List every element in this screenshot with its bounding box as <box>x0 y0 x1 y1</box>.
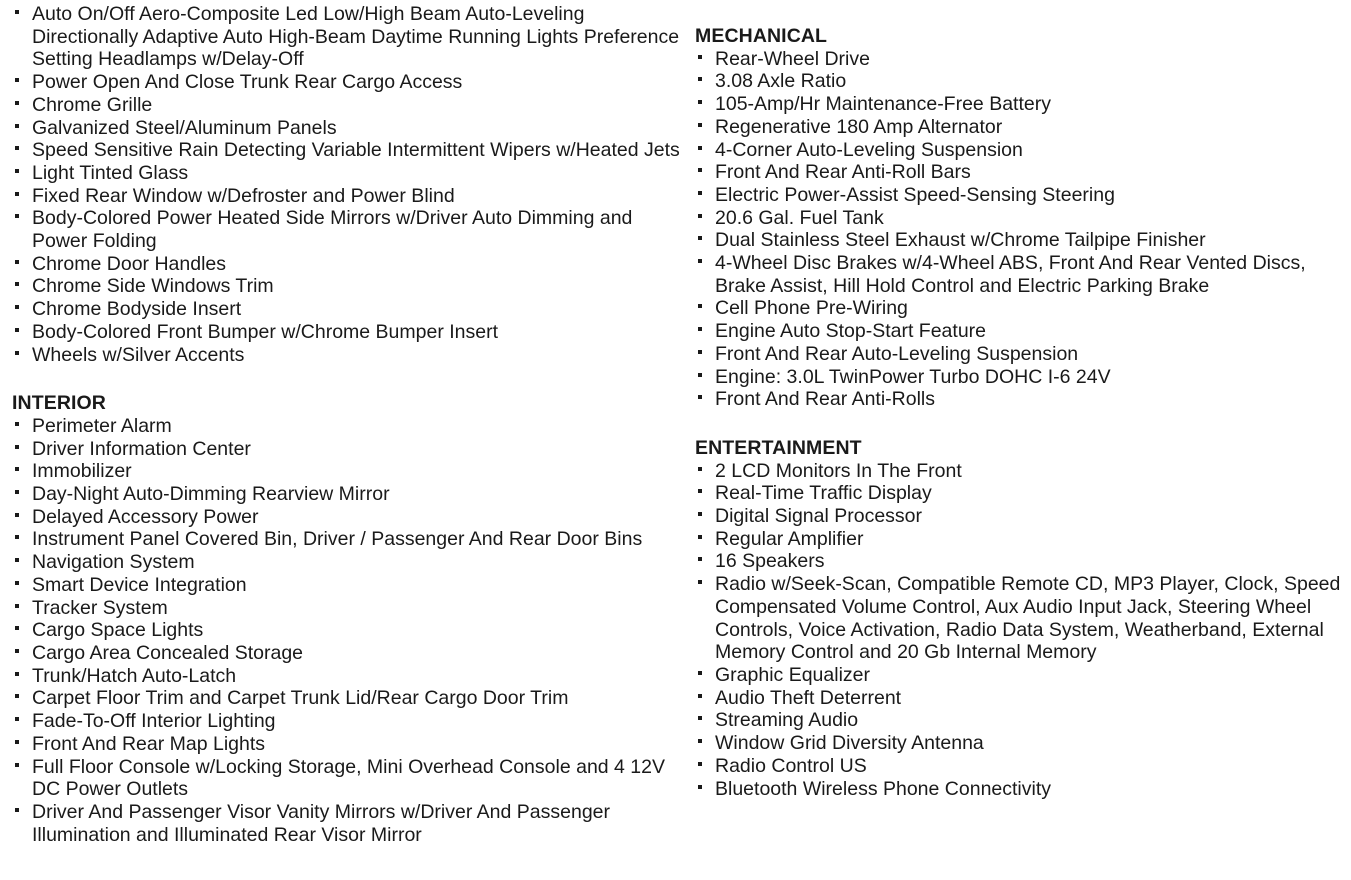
mechanical-list <box>695 48 1345 411</box>
list-item: Driver And Passenger Visor Vanity Mirrors w/Driver And Passenger Illumination and Illuminated Rear Visor Mirror <box>12 801 682 846</box>
list-item: Regular Amplifier <box>695 528 1345 551</box>
list-item: Auto On/Off Aero-Composite Led Low/High Beam Auto-Leveling Directionally Adaptive Auto High-Beam Daytime Running Lights Preference Setting Headlamps w/Delay-Off <box>12 3 682 71</box>
entertainment-list <box>695 460 1345 801</box>
list-item: Smart Device Integration <box>12 574 682 597</box>
list-item: Engine: 3.0L TwinPower Turbo DOHC I-6 24V <box>695 366 1345 389</box>
list-item: 3.08 Axle Ratio <box>695 70 1345 93</box>
exterior-list <box>12 3 682 366</box>
list-item: Chrome Door Handles <box>12 253 682 276</box>
right-column <box>695 25 1345 800</box>
list-item: Perimeter Alarm <box>12 415 682 438</box>
list-item: Immobilizer <box>12 460 682 483</box>
list-item: Power Open And Close Trunk Rear Cargo Access <box>12 71 682 94</box>
section-gap <box>695 411 1345 437</box>
list-item: Instrument Panel Covered Bin, Driver / Passenger And Rear Door Bins <box>12 528 682 551</box>
list-item: 20.6 Gal. Fuel Tank <box>695 207 1345 230</box>
list-item: 2 LCD Monitors In The Front <box>695 460 1345 483</box>
list-item: Driver Information Center <box>12 438 682 461</box>
list-item: Graphic Equalizer <box>695 664 1345 687</box>
list-item: Digital Signal Processor <box>695 505 1345 528</box>
left-column <box>12 3 682 846</box>
list-item: Chrome Bodyside Insert <box>12 298 682 321</box>
section-title-mechanical: MECHANICAL <box>695 25 828 47</box>
list-item: Day-Night Auto-Dimming Rearview Mirror <box>12 483 682 506</box>
list-item: Bluetooth Wireless Phone Connectivity <box>695 778 1345 801</box>
list-item: Chrome Grille <box>12 94 682 117</box>
list-item: Chrome Side Windows Trim <box>12 275 682 298</box>
list-item: Navigation System <box>12 551 682 574</box>
list-item: Front And Rear Auto-Leveling Suspension <box>695 343 1345 366</box>
list-item: Window Grid Diversity Antenna <box>695 732 1345 755</box>
section-title-entertainment: ENTERTAINMENT <box>695 436 862 459</box>
list-item: Cargo Space Lights <box>12 619 682 642</box>
list-item: Wheels w/Silver Accents <box>12 344 682 367</box>
list-item: Front And Rear Anti-Rolls <box>695 388 1345 411</box>
list-item: Dual Stainless Steel Exhaust w/Chrome Tailpipe Finisher <box>695 229 1345 252</box>
list-item: Front And Rear Map Lights <box>12 733 682 756</box>
list-item: 16 Speakers <box>695 550 1345 573</box>
list-item: Real-Time Traffic Display <box>695 482 1345 505</box>
list-item: Full Floor Console w/Locking Storage, Mini Overhead Console and 4 12V DC Power Outlets <box>12 756 682 801</box>
list-item: Carpet Floor Trim and Carpet Trunk Lid/Rear Cargo Door Trim <box>12 687 682 710</box>
list-item: Delayed Accessory Power <box>12 506 682 529</box>
list-item: Fixed Rear Window w/Defroster and Power Blind <box>12 185 682 208</box>
list-item: Fade-To-Off Interior Lighting <box>12 710 682 733</box>
list-item: 105-Amp/Hr Maintenance-Free Battery <box>695 93 1345 116</box>
list-item: Trunk/Hatch Auto-Latch <box>12 665 682 688</box>
list-item: Light Tinted Glass <box>12 162 682 185</box>
interior-list <box>12 415 682 846</box>
list-item: Radio Control US <box>695 755 1345 778</box>
list-item: Electric Power-Assist Speed-Sensing Steering <box>695 184 1345 207</box>
section-title-interior: INTERIOR <box>12 392 106 415</box>
list-item: Cell Phone Pre-Wiring <box>695 297 1345 320</box>
list-item: Galvanized Steel/Aluminum Panels <box>12 117 682 140</box>
list-item: Front And Rear Anti-Roll Bars <box>695 161 1345 184</box>
list-item: Regenerative 180 Amp Alternator <box>695 116 1345 139</box>
list-item: Tracker System <box>12 597 682 620</box>
list-item: 4-Corner Auto-Leveling Suspension <box>695 139 1345 162</box>
list-item: Audio Theft Deterrent <box>695 687 1345 710</box>
list-item: Rear-Wheel Drive <box>695 48 1345 71</box>
list-item: 4-Wheel Disc Brakes w/4-Wheel ABS, Front And Rear Vented Discs, Brake Assist, Hill Hold Control and Electric Parking Brake <box>695 252 1345 297</box>
list-item: Cargo Area Concealed Storage <box>12 642 682 665</box>
list-item: Speed Sensitive Rain Detecting Variable Intermittent Wipers w/Heated Jets <box>12 139 682 162</box>
list-item: Body-Colored Power Heated Side Mirrors w/Driver Auto Dimming and Power Folding <box>12 207 682 252</box>
list-item: Engine Auto Stop-Start Feature <box>695 320 1345 343</box>
list-item: Radio w/Seek-Scan, Compatible Remote CD, MP3 Player, Clock, Speed Compensated Volume Control, Aux Audio Input Jack, Steering Wheel Controls, Voice Activation, Radio Data System, Weatherband, External Memory Control and 20 Gb Internal Memory <box>695 573 1345 664</box>
list-item: Streaming Audio <box>695 709 1345 732</box>
section-gap <box>12 366 682 392</box>
list-item: Body-Colored Front Bumper w/Chrome Bumper Insert <box>12 321 682 344</box>
